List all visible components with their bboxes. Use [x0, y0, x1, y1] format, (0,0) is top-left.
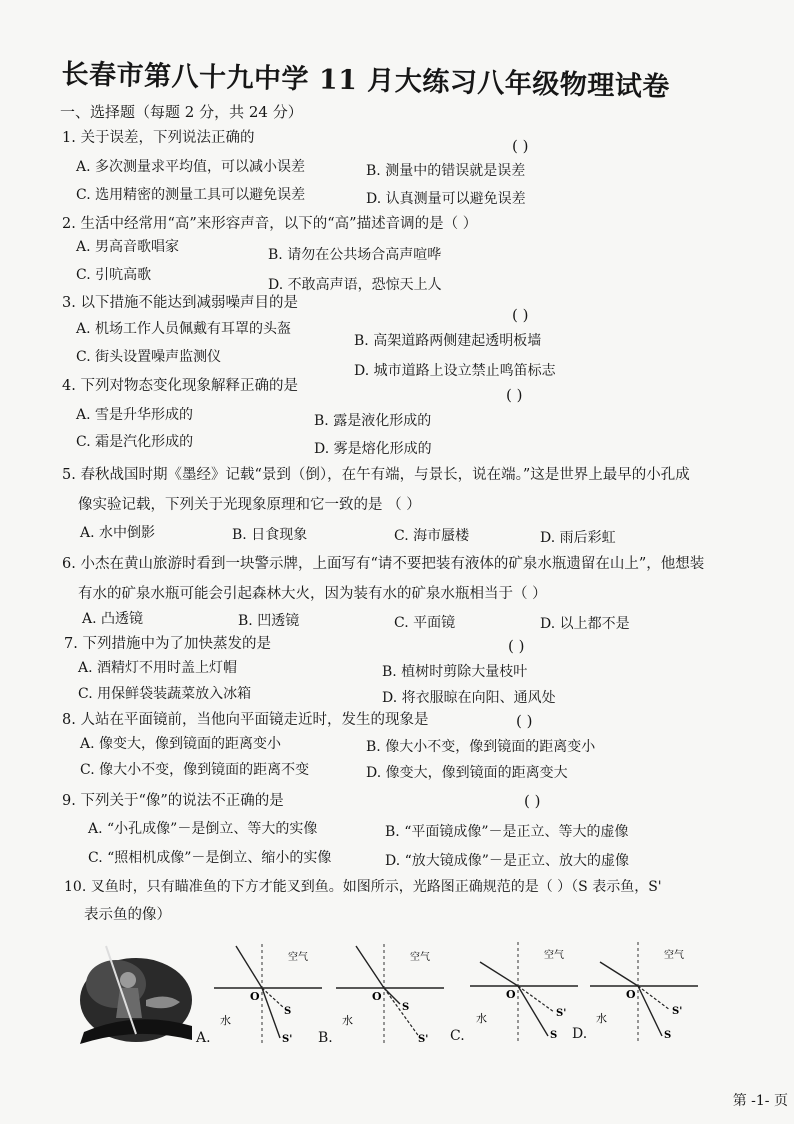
q4-option-b: B. 露是液化形成的: [314, 413, 432, 429]
q1-option-c: C. 选用精密的测量工具可以避免误差: [76, 187, 306, 203]
q5-option-d: D. 雨后彩虹: [540, 530, 616, 546]
ray-diagram-d: [590, 940, 698, 1044]
q6-option-d: D. 以上都不是: [540, 616, 630, 632]
q8-option-d: D. 像变大，像到镜面的距离变大: [366, 765, 568, 781]
fish-s-label: S: [402, 1002, 410, 1013]
q8-answer-paren: ( ): [516, 712, 533, 730]
point-o-label: O: [372, 990, 382, 1003]
q8-option-c: C. 像大小不变，像到镜面的距离不变: [80, 762, 310, 778]
figure-label-d: D.: [572, 1026, 588, 1042]
q8-stem: 8. 人站在平面镜前，当他向平面镜走近时，发生的现象是: [62, 712, 429, 728]
q6-stem: 6. 小杰在黄山旅游时看到一块警示牌，上面写有“请不要把装有液体的矿泉水瓶遗留在山上”，他想装: [62, 556, 705, 572]
q9-answer-paren: ( ): [524, 792, 541, 810]
water-label: 水: [342, 1014, 353, 1027]
air-label: 空气: [288, 952, 308, 963]
q1-stem: 1. 关于误差，下列说法正确的: [62, 130, 255, 146]
q5-option-c: C. 海市蜃楼: [394, 528, 470, 544]
image-s-label: S': [556, 1008, 567, 1019]
q9-stem: 9. 下列关于“像”的说法不正确的是: [62, 793, 284, 809]
water-label: 水: [476, 1012, 487, 1025]
q4-stem: 4. 下列对物态变化现象解释正确的是: [62, 378, 298, 394]
q8-option-a: A. 像变大，像到镜面的距离变小: [80, 736, 282, 752]
q7-answer-paren: ( ): [508, 637, 525, 655]
q7-option-a: A. 酒精灯不用时盖上灯帽: [78, 660, 238, 676]
q2-option-a: A. 男高音歌唱家: [76, 239, 180, 255]
q1-option-a: A. 多次测量求平均值，可以减小误差: [76, 159, 306, 175]
q9-option-d: D. “放大镜成像”－是正立、放大的虚像: [385, 853, 629, 869]
q7-option-d: D. 将衣服晾在向阳、通风处: [382, 690, 556, 706]
q3-option-b: B. 高架道路两侧建起透明板墙: [354, 333, 542, 349]
figure-label-c: C.: [450, 1028, 465, 1044]
q3-option-a: A. 机场工作人员佩戴有耳罩的头盔: [76, 321, 292, 337]
image-s-label: S': [418, 1034, 429, 1045]
q6-option-a: A. 凸透镜: [82, 611, 144, 627]
air-label: 空气: [664, 950, 684, 961]
q9-option-b: B. “平面镜成像”－是正立、等大的虚像: [385, 824, 629, 840]
fish-s-label: S: [550, 1030, 558, 1041]
q8-option-b: B. 像大小不变，像到镜面的距离变小: [366, 739, 596, 755]
point-o-label: O: [506, 988, 516, 1001]
q5-stem-line2: 像实验记载，下列关于光现象原理和它一致的是 （ ）: [78, 497, 421, 513]
q4-option-d: D. 雾是熔化形成的: [314, 441, 432, 457]
q6-option-b: B. 凹透镜: [238, 613, 300, 629]
air-label: 空气: [410, 952, 430, 963]
q3-answer-paren: ( ): [512, 306, 529, 324]
q2-option-d: D. 不敢高声语，恐惊天上人: [268, 277, 442, 293]
q9-option-c: C. “照相机成像”－是倒立、缩小的实像: [88, 850, 332, 866]
ray-diagram-a: [214, 942, 322, 1046]
water-label: 水: [220, 1014, 231, 1027]
figure-label-b: B.: [318, 1030, 333, 1046]
image-s-label: S': [672, 1006, 683, 1017]
air-label: 空气: [544, 950, 564, 961]
q2-option-b: B. 请勿在公共场合高声喧哗: [268, 247, 442, 263]
q2-stem: 2. 生活中经常用“高”来形容声音，以下的“高”描述音调的是（ ）: [62, 216, 478, 232]
q10-stem-line2: 表示鱼的像）: [84, 907, 171, 923]
q2-option-c: C. 引吭高歌: [76, 267, 152, 283]
q1-option-b: B. 测量中的错误就是误差: [366, 163, 526, 179]
q7-option-b: B. 植树时剪除大量枝叶: [382, 664, 528, 680]
q4-option-c: C. 霜是汽化形成的: [76, 434, 194, 450]
q5-stem: 5. 春秋战国时期《墨经》记载“景到（倒），在午有端，与景长，说在端。”这是世界上最早的小孔成: [62, 467, 690, 483]
q3-stem: 3. 以下措施不能达到减弱噪声目的是: [62, 295, 298, 311]
q9-option-a: A. “小孔成像”－是倒立、等大的实像: [88, 821, 318, 837]
q3-option-c: C. 街头设置噪声监测仪: [76, 349, 222, 365]
page-title: 长春市第八十九中学 11 月大练习八年级物理试卷: [61, 58, 671, 103]
q7-stem: 7. 下列措施中为了加快蒸发的是: [64, 636, 271, 652]
fish-s-label: S: [664, 1030, 672, 1041]
q5-option-b: B. 日食现象: [232, 527, 308, 543]
point-o-label: O: [626, 988, 636, 1001]
ray-diagram-c: [470, 940, 578, 1044]
q4-option-a: A. 雪是升华形成的: [76, 407, 194, 423]
page-number: 第 -1- 页: [732, 1093, 788, 1109]
q5-option-a: A. 水中倒影: [80, 525, 156, 541]
fishing-illustration: [76, 940, 196, 1048]
water-label: 水: [596, 1012, 607, 1025]
q4-answer-paren: ( ): [506, 386, 523, 404]
q6-stem-line2: 有水的矿泉水瓶可能会引起森林大火，因为装有水的矿泉水瓶相当于（ ）: [78, 586, 547, 602]
q1-answer-paren: ( ): [512, 137, 529, 155]
q6-option-c: C. 平面镜: [394, 615, 456, 631]
q7-option-c: C. 用保鲜袋装蔬菜放入冰箱: [78, 686, 252, 702]
q1-option-d: D. 认真测量可以避免误差: [366, 191, 526, 207]
section-heading: 一、选择题（每题 2 分，共 24 分）: [60, 103, 303, 121]
q3-option-d: D. 城市道路上设立禁止鸣笛标志: [354, 363, 556, 379]
figure-label-a: A.: [196, 1030, 211, 1046]
point-o-label: O: [250, 990, 260, 1003]
ray-diagram-b: [336, 942, 444, 1046]
image-s-label: S': [282, 1034, 293, 1045]
fish-s-label: S: [284, 1006, 292, 1017]
q10-stem: 10. 叉鱼时，只有瞄准鱼的下方才能叉到鱼。如图所示，光路图正确规范的是（ ）（S 表示鱼，S': [64, 879, 662, 895]
